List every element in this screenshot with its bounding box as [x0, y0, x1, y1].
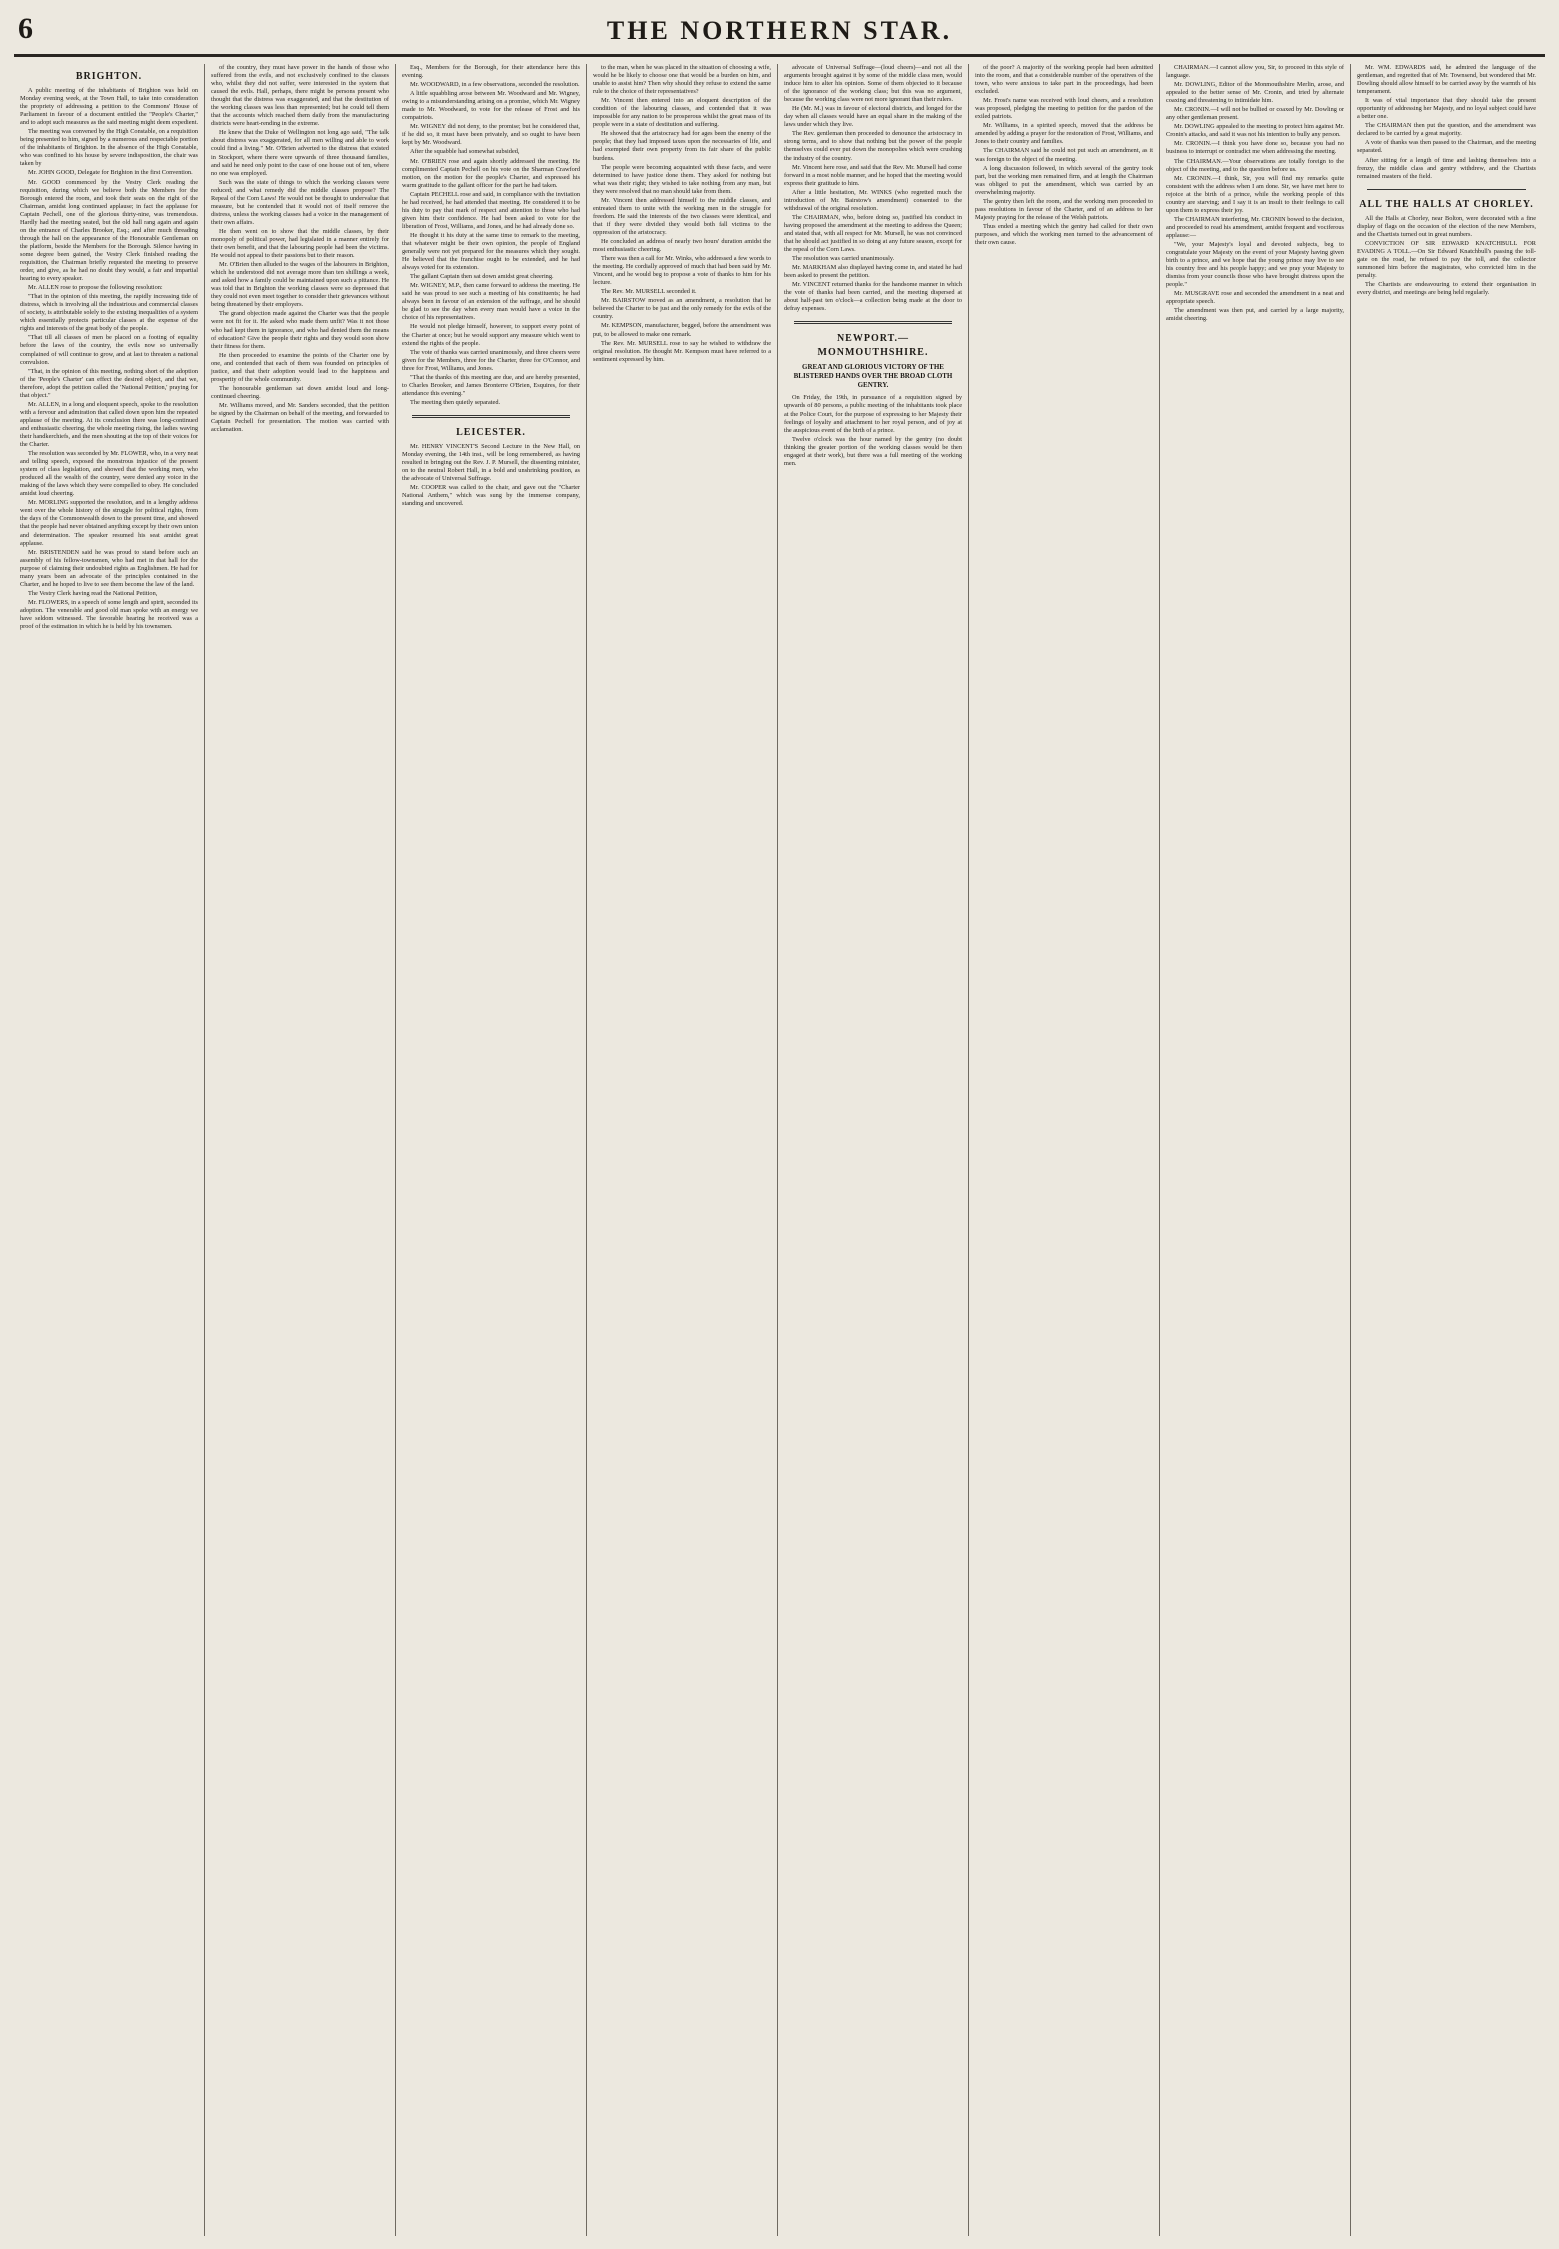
paper-title: THE NORTHERN STAR.: [606, 16, 953, 45]
brighton-body: [20, 87, 198, 631]
paragraph: After a little hesitation, Mr. WINKS (who regretted much the introduction of Mr. Bairstow's amendment) consented to the withdrawal of the original resolution.: [784, 188, 962, 212]
paragraph: The Rev. gentleman then proceeded to denounce the aristocracy in strong terms, and to show that nothing but the power of the people themselves could ever put down the monopolies which were crushing the industry of the country.: [784, 130, 962, 162]
paragraph: The meeting then quietly separated.: [410, 398, 501, 406]
paragraph: The gentry then left the room, and the working men proceeded to pass resolutions in favour of the Charter, and of an address to her Majesty praying for the release of the Welsh patriots.: [975, 197, 1153, 221]
masthead-rule: [14, 54, 1545, 57]
paragraph: After the squabble had somewhat subsided,: [410, 148, 520, 156]
paragraph: The Vestry Clerk having read the National Petition,: [28, 589, 158, 597]
halls-body: [1357, 215, 1536, 297]
paragraph: Mr. BAIRSTOW moved as an amendment, a resolution that he believed the Charter to be just and the only remedy for the evils of the country.: [593, 297, 771, 321]
paragraph: Mr. Williams, in a spirited speech, moved that the address be amended by adding a prayer for the restoration of Frost, Williams, and Jones to their country and families.: [975, 122, 1153, 146]
paragraph: Mr. BRISTENDEN said he was proud to stand before such an assembly of his fellow-townsmen, who had met in that hall for the purpose of claiming their undoubted rights as Englishmen. He had for many years been an advocate of the principles contained in the Charter, and he hoped to live to see them become the law of the land.: [20, 548, 198, 588]
paragraph: A little squabbling arose between Mr. Woodward and Mr. Wigney, owing to a misunderstanding arising on a promise, which Mr. Wigney made to Mr. Woodward, to vote for the release of Frost and his compatriots.: [402, 90, 580, 122]
paragraph: He then proceeded to examine the points of the Charter one by one, and contended that each of them was founded on principles of justice, and that their adoption would lead to the happiness and prosperity of the whole community.: [211, 351, 389, 383]
brighton-heading: BRIGHTON.: [75, 71, 143, 82]
paragraph: Mr. Vincent here rose, and said that the Rev. Mr. Mursell had come forward in a most noble manner, and he hoped that the meeting would express their gratitude to him.: [784, 163, 962, 187]
columns: [14, 64, 1545, 2236]
paragraph: Mr. HENRY VINCENT'S Second Lecture in the New Hall, on Monday evening, the 14th inst., will be long remembered, as having resulted in bringing out the Rev. J. P. Mursell, the dissenting minister, on to the neutral Robert Hall, in a bold and unshrinking position, as the advocate of Universal Suffrage.: [402, 442, 580, 483]
paragraph: CHAIRMAN.—I cannot allow you, Sir, to proceed in this style of language.: [1166, 64, 1344, 80]
paragraph: The CHAIRMAN said he could not put such an amendment, as it was foreign to the object of the meeting.: [975, 147, 1153, 163]
column-4: [587, 64, 778, 2236]
paragraph: Mr. Vincent then addressed himself to the middle classes, and entreated them to unite with the working men in the struggle for freedom. He said the interests of the two classes were identical, and that if they were divided they would both fall victims to the oppression of the aristocracy.: [593, 196, 771, 236]
paragraph: Mr. DOWLING appealed to the meeting to protect him against Mr. Cronin's attacks, and said it was not his intention to bully any person.: [1166, 123, 1344, 139]
divider: [1367, 189, 1526, 190]
paragraph: The CHAIRMAN.—Your observations are totally foreign to the object of the meeting, and to the question before us.: [1166, 157, 1344, 173]
paragraph: He thought it his duty at the same time to remark to the meeting, that whatever might be their own opinion, the people of England generally were not yet prepared for the measures which they sought. He believed that the franchise ought to be extended, and he had always voted for its extension.: [402, 231, 580, 272]
paragraph: Esq., Members for the Borough, for their attendance here this evening.: [402, 64, 580, 80]
paragraph: He then went on to show that the middle classes, by their monopoly of political power, had legislated in a manner entirely for their own benefit, and that the labouring people had been the victims. He would not appeal to their passions but to their reason.: [211, 227, 389, 260]
paragraph: Captain PECHELL rose and said, in compliance with the invitation he had received, he had attended that meeting. He considered it to be his duty to pay that mark of respect and attention to those who had given him their confidence. He had been asked to vote for the liberation of Frost, Williams, and Jones, and he had already done so.: [402, 190, 580, 230]
column-5: [778, 64, 969, 2236]
paragraph: Mr. CRONIN.—I will not be bullied or coaxed by Mr. Dowling or any other gentleman present.: [1166, 106, 1344, 122]
paragraph: Mr. WM. EDWARDS said, he admired the language of the gentleman, and regretted that of Mr. Townsend, but wondered that Mr. Dowling should allow himself to be carried away by the warmth of his temperament.: [1357, 64, 1536, 96]
paragraph: Mr. KEMPSON, manufacturer, begged, before the amendment was put, to be allowed to make one remark.: [593, 322, 771, 338]
paragraph: After sitting for a length of time and lashing themselves into a frenzy, the middle class and gentry withdrew, and the Chartists remained masters of the field.: [1357, 156, 1536, 180]
paragraph: advocate of Universal Suffrage—(loud cheers)—and not all the arguments brought against it by some of the middle class men, would induce him to alter his opinion. Some of them objected to it because of the ignorance of the working class; but this was no argument, because the working class were not more ignorant than their rulers.: [784, 64, 962, 104]
divider: [412, 415, 570, 418]
paragraph: It was of vital importance that they should take the present opportunity of addressing her Majesty, and no loyal subject could have a better one.: [1357, 97, 1536, 121]
paragraph: The amendment was then put, and carried by a large majority, amidst cheering.: [1166, 307, 1344, 323]
paragraph: He showed that the aristocracy had for ages been the enemy of the people; that they had imposed taxes upon the necessaries of life, and had exempted their own property from its fair share of the public burdens.: [593, 130, 771, 162]
paragraph: Mr. O'Brien then alluded to the wages of the labourers in Brighton, which he understood did not average more than ten shillings a week, and asked how a family could be maintained upon such a pittance. He was told that in Brighton the working classes were so depressed that they could not even meet together to consider their grievances without being threatened by their employers.: [211, 261, 389, 309]
column-8: [1351, 64, 1542, 2236]
column-5-body: [784, 64, 962, 313]
column-1: [14, 64, 205, 2236]
paragraph: Mr. VINCENT returned thanks for the handsome manner in which the vote of thanks had been carried, and the meeting dispersed at about half-past ten o'clock—a collection being made at the door to defray expenses.: [784, 281, 962, 313]
paragraph: A public meeting of the inhabitants of Brighton was held on Monday evening week, at the Town Hall, to take into consideration the propriety of addressing a petition to the Commons' House of Parliament in favour of a document entitled the "People's Charter," and to adopt such measures as the said meeting might deem expedient.: [20, 87, 199, 127]
masthead: [14, 8, 1545, 52]
paragraph: He (Mr. M.) was in favour of electoral districts, and longed for the day when all classes would have an equal share in the making of the laws under which they live.: [784, 105, 962, 129]
paragraph: The resolution was carried unanimously.: [792, 255, 895, 263]
newport-body: [784, 394, 962, 467]
paragraph: "That the thanks of this meeting are due, and are hereby presented, to Charles Brooker, and James Bronterre O'Brien, Esquires, for their attendance this evening.": [402, 373, 580, 397]
paragraph: The Rev. Mr. MURSELL seconded it.: [601, 288, 697, 296]
paragraph: The gallant Captain then sat down amidst great cheering.: [410, 273, 554, 281]
column-2-body: [211, 64, 389, 434]
paragraph: Mr. CRONIN.—I think, Sir, you will find my remarks quite consistent with the address when I am done. Sir, we have met here to rejoice at the birth of a prince, while the working people of this country are starving; and I say it is an insult to their feelings to call upon them to express their joy.: [1166, 174, 1344, 214]
paragraph: The honourable gentleman sat down amidst loud and long-continued cheering.: [211, 384, 389, 400]
paragraph: The grand objection made against the Charter was that the people were not fit for it. He asked who made them unfit? Was it not those who had kept them in ignorance, and who had denied them the means of education? Give the people their rights and they would soon show their fitness for them.: [211, 310, 389, 350]
paragraph: A vote of thanks was then passed to the Chairman, and the meeting separated.: [1357, 139, 1536, 155]
leicester-body: [402, 443, 580, 508]
paragraph: The Rev. Mr. MURSELL rose to say he wished to withdraw the original resolution. He thought Mr. Kempson must have referred to a sentiment expressed by him.: [593, 339, 771, 363]
paragraph: to the man, when he was placed in the situation of choosing a wife, would he be likely to choose one that would be a burden on him, and unable to assist him? Then why should they refuse to extend the same rule to the choice of their representatives?: [593, 64, 771, 96]
column-8-body: [1357, 64, 1536, 181]
paragraph: Mr. MORLING supported the resolution, and in a lengthy address went over the whole history of the struggle for political rights, from the days of the Commonwealth down to the present time, and showed that the people had never obtained anything except by their own union and determination. The speaker resumed his seat amidst great applause.: [20, 499, 198, 547]
divider: [794, 321, 952, 324]
column-4-body: [593, 64, 771, 364]
paragraph: Mr. COOPER was called to the chair, and gave out the "Charter National Anthem," which was sung by the immense company, standing and uncovered.: [402, 484, 580, 508]
paragraph: There was then a call for Mr. Winks, who addressed a few words to the meeting. He cordially approved of much that had been said by Mr. Vincent, and he would beg to propose a vote of thanks to him for his lecture.: [593, 255, 771, 287]
paragraph: Mr. MUSGRAVE rose and seconded the amendment in a neat and appropriate speech.: [1166, 290, 1344, 306]
paragraph: The CHAIRMAN interfering, Mr. CRONIN bowed to the decision, and proceeded to read his amendment, amidst frequent and vociferous applause:—: [1166, 215, 1344, 239]
paragraph: Mr. WIGNEY, M.P., then came forward to address the meeting. He said he was proud to see such a meeting of his constituents; he had always been in favour of an extension of the suffrage, and he should be glad to see the day when every man would have a voice in the choice of his representatives.: [402, 282, 580, 322]
column-3: [396, 64, 587, 2236]
paragraph: A long discussion followed, in which several of the gentry took part, but the working men remained firm, and at length the Chairman was obliged to put the amendment, which was carried by an overwhelming majority.: [975, 164, 1153, 196]
column-7: [1160, 64, 1351, 2236]
column-7-body: [1166, 64, 1344, 323]
paragraph: Mr. Williams moved, and Mr. Sanders seconded, that the petition be signed by the Chairman on behalf of the meeting, and forwarded to Captain Pechell for presentation. The motion was carried with acclamation.: [211, 401, 389, 434]
halls-heading: ALL THE HALLS AT CHORLEY.: [1359, 198, 1534, 210]
paragraph: "That, in the opinion of this meeting, nothing short of the adoption of the 'People's Charter' can effect the desired object, and that we, therefore, adopt the petition called the 'National Petition,' praying for that object.": [20, 367, 198, 399]
paragraph: Mr. ALLEN rose to propose the following resolution:: [28, 284, 163, 292]
paragraph: Mr. Frost's name was received with loud cheers, and a resolution was proposed, pledging the meeting to petition for the pardon of the exiled patriots.: [975, 97, 1153, 121]
paragraph: He concluded an address of nearly two hours' duration amidst the most enthusiastic cheering.: [593, 237, 771, 254]
column-3-body: [402, 64, 580, 407]
paragraph: Mr. Vincent then entered into an eloquent description of the condition of the labouring classes, and contended that it was impossible for any nation to be prosperous whilst the great mass of its people were in a state of destitution and suffering.: [593, 97, 771, 129]
column-6: [969, 64, 1160, 2236]
newport-subheading: GREAT AND GLORIOUS VICTORY OF THE BLISTERED HANDS OVER THE BROAD CLOTH GENTRY.: [793, 363, 953, 390]
paragraph: The people were becoming acquainted with these facts, and were determined to have justice done them. They asked for nothing but what was their right; they wished to take nothing from any man, but they were resolved that no man should take from them.: [593, 163, 771, 195]
paragraph: He would not pledge himself, however, to support every point of the Charter at once; but he would support any measure which went to extend the rights of the people.: [402, 323, 580, 347]
paragraph: Mr. GOOD commenced by the Vestry Clerk reading the requisition, during which we believe both the Members for the Borough entered the room, and took their seats on the right of the Chairman, amidst long continued applause; in fact the applause for Captain Pechell, one of the glorious thirty-nine, was tremendous. Hardly had the meeting seated, but the old hall rang again and again on the entrance of Charles Brooker, Esq.; and after much threading through the hall on the appearance of the Honourable Gentleman on the platform, beside the Members for the Borough. Silence having in some degree been gained, the Vestry Clerk finished reading the requisition, the Chairman briefly requested the meeting to preserve order, and give, as he had no doubt they would, a fair and impartial hearing to every speaker.: [20, 178, 198, 283]
paragraph: The resolution was seconded by Mr. FLOWER, who, in a very neat and telling speech, exposed the monstrous injustice of the present system of class legislation, and showed that the working men, who produced all the wealth of the country, were denied any voice in the making of the laws which they were compelled to obey. He concluded amidst loud cheering.: [20, 450, 198, 498]
paragraph: Thus ended a meeting which the gentry had called for their own purposes, and which the working men turned to the advancement of their own cause.: [975, 222, 1153, 246]
paragraph: Twelve o'clock was the hour named by the gentry (no doubt thinking the greater portion of the working classes would be then engaged at their work), but there was a full meeting of the working men.: [784, 435, 962, 467]
paragraph: The meeting was convened by the High Constable, on a requisition being presented to him, signed by a numerous and respectable portion of the inhabitants of Brighton. In the absence of the High Constable, who was confined to his house by severe indisposition, the chair was taken by: [20, 128, 198, 168]
paragraph: Mr. CRONIN.—I think you have done so, because you had no business to interrupt or contradict me when addressing the meeting.: [1166, 140, 1344, 156]
paragraph: Mr. JOHN GOOD, Delegate for Brighton in the first Convention.: [28, 169, 193, 177]
paragraph: The CHAIRMAN then put the question, and the amendment was declared to be carried by a great majority.: [1357, 122, 1536, 138]
paragraph: "We, your Majesty's loyal and devoted subjects, beg to congratulate your Majesty on the event of your Majesty having given birth to a prince, and we hope that the young prince may live to see his country free and his people happy; and we pray your Majesty to dismiss from your councils those who have brought distress upon the people.": [1166, 240, 1344, 289]
paragraph: Mr. DOWLING, Editor of the Monmouthshire Merlin, arose, and appealed to the better sense of Mr. Cronin, and tried by alternate coaxing and threatening to intimidate him.: [1166, 81, 1344, 105]
paragraph: Mr. WOODWARD, in a few observations, seconded the resolution.: [410, 81, 580, 89]
paragraph: Mr. FLOWERS, in a speech of some length and spirit, seconded its adoption. The venerable and good old man spoke with an energy we have seldom witnessed. The favorable hearing he received was a proof of the estimation in which he is held by his townsmen.: [20, 598, 198, 631]
paragraph: Mr. O'BRIEN rose and again shortly addressed the meeting. He complimented Captain Pechell on his vote on the Sharman Crawford motion, on the motion for the people's Charter, and expressed his warm gratitude to the gallant officer for the part he had taken.: [402, 157, 580, 189]
paragraph: The CHAIRMAN, who, before doing so, justified his conduct in having proposed the amendment at the meeting to address the Queen; and stated that, with all respect for Mr. Mursell, he was not convinced that he should act justified in so doing at any future season, except for the repeal of the Corn Laws.: [784, 213, 962, 254]
page-number: 6: [18, 12, 33, 45]
paragraph: Mr. ALLEN, in a long and eloquent speech, spoke to the resolution with a fervour and admiration that called down upon him the repeated applause of the meeting. At its conclusion there was long-continued and enthusiastic cheering, the whole meeting rising, the ladies waving their handkerchiefs, and the men shouting at the top of their voices for the Charter.: [20, 400, 198, 449]
paragraph: of the poor? A majority of the working people had been admitted into the room, and that a considerable number of the operatives of the town, who were anxious to take part in the proceedings, had been excluded.: [975, 64, 1153, 96]
leicester-heading: LEICESTER.: [456, 426, 526, 438]
paragraph: The Chartists are endeavouring to extend their organisation in every district, and meetings are being held regularly.: [1357, 281, 1536, 297]
paragraph: of the country, they must have power in the hands of those who suffered from the evils, and not exclusively confined to the classes who, whilst they did not suffer, were interested in the system that caused the evils. Hall, perhaps, there might be persons present who thought that the distress was exaggerated, and that the destitution of the working classes was less than represented; but he could tell them that the accounts which reached them daily from the manufacturing districts were heart-rending in the extreme.: [211, 64, 389, 128]
paragraph: On Friday, the 19th, in pursuance of a requisition signed by upwards of 80 persons, a public meeting of the inhabitants took place at the Police Court, for the purpose of expressing to her Majesty their feelings of loyalty and attachment to her royal person, and of joy at the auspicious event of the birth of a prince.: [784, 394, 962, 434]
newport-heading: NEWPORT.—MONMOUTHSHIRE.: [817, 333, 929, 359]
paragraph: Such was the state of things to which the working classes were reduced; and what remedy did the middle classes propose? The Repeal of the Corn Laws! He would not be thought to undervalue that measure, but he contended that it would not of itself remove the distress, unless the working classes had a voice in the management of their own affairs.: [211, 178, 389, 226]
paragraph: Mr. WIGNEY did not deny, to the promise; but he considered that, if he did so, it must have been privately, and so ought to have been kept by Mr. Woodward.: [402, 123, 580, 147]
paragraph: "That till all classes of men be placed on a footing of equality before the laws of the country, the evils now so universally complained of will continue to grow, and at last to threaten a national convulsion.: [20, 334, 198, 366]
paragraph: He knew that the Duke of Wellington not long ago said, "The talk about distress was exaggerated, for all men willing and able to work could find a living." Mr. O'Brien adverted to the distress that existed in Stockport, where there were upwards of three thousand families, and said he need only point to the case of one house out of ten, where no one was employed.: [211, 129, 389, 177]
paragraph: All the Halls at Chorley, near Bolton, were decorated with a fine display of flags on the occasion of the election of the new Members, and the Chartists turned out in great numbers.: [1357, 214, 1536, 238]
paragraph: Mr. MARKHAM also displayed having come in, and stated he had been asked to present the petition.: [784, 264, 962, 280]
paragraph: CONVICTION OF SIR EDWARD KNATCHBULL FOR EVADING A TOLL.—On Sir Edward Knatchbull's passing the toll-gate on the road, he refused to pay the toll, and the collector summoned him before the magistrates, who convicted him in the penalty.: [1357, 239, 1536, 279]
column-2: [205, 64, 396, 2236]
paragraph: The vote of thanks was carried unanimously, and three cheers were given for the Members, three for the Charter, three for O'Connor, and three for Frost, Williams, and Jones.: [402, 348, 580, 372]
column-6-body: [975, 64, 1153, 247]
paragraph: "That in the opinion of this meeting, the rapidly increasing tide of distress, which is involving all the industrious and commercial classes of society, is attributable solely to the existing inequalities of a system which essentially protects particular classes at the expense of the rights and interests of the great body of the people.: [20, 293, 198, 333]
